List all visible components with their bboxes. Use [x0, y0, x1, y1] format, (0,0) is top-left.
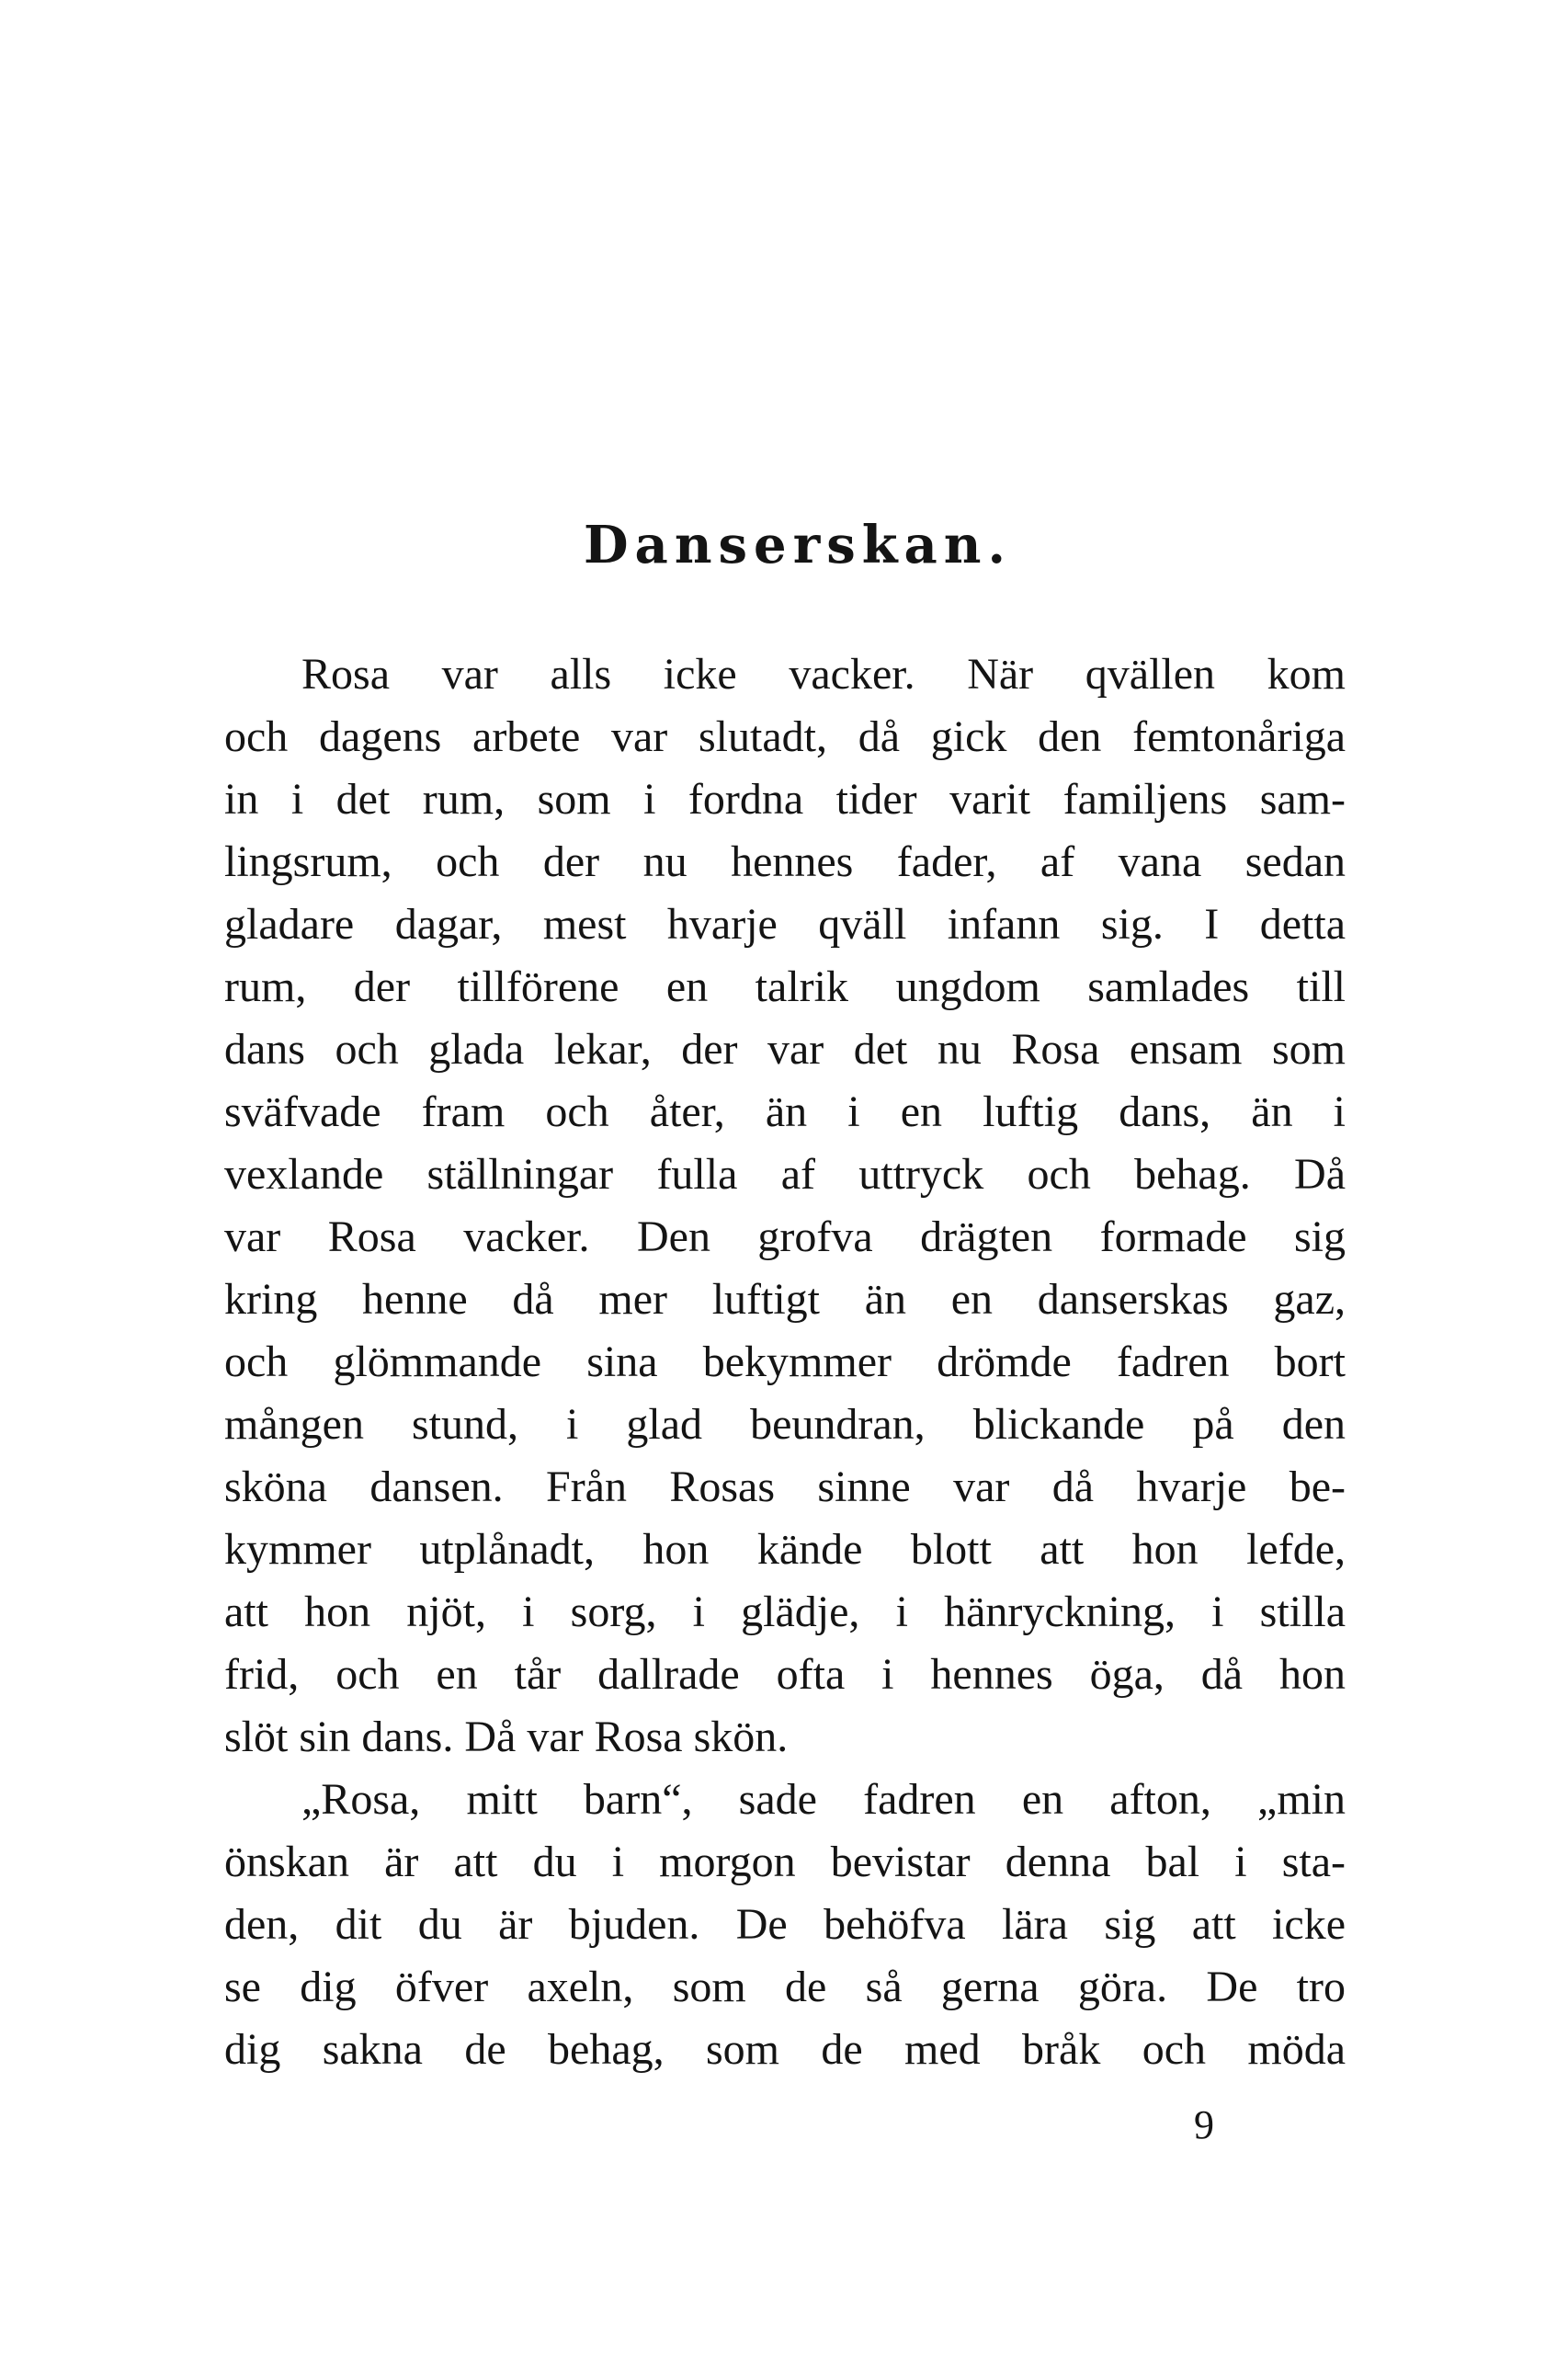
text-line: kring henne då mer luftigt än en danserskas gaz,: [224, 1275, 1346, 1324]
text-line: lingsrum, och der nu hennes fader, af vana sedan: [224, 837, 1346, 886]
text-line: „Rosa, mitt barn“, sade fadren en afton, „min: [301, 1775, 1346, 1824]
text-line: mången stund, i glad beundran, blickande på den: [224, 1400, 1346, 1449]
text-line: slöt sin dans. Då var Rosa skön.: [224, 1713, 789, 1761]
body-text: [224, 643, 1346, 2081]
text-line: var Rosa vacker. Den grofva drägten formade sig: [224, 1212, 1346, 1261]
text-line: vexlande ställningar fulla af uttryck och behag. Då: [224, 1150, 1346, 1199]
text-line: sköna dansen. Från Rosas sinne var då hvarje be-: [224, 1463, 1346, 1511]
text-line: kymmer utplånadt, hon kände blott att hon lefde,: [224, 1525, 1346, 1574]
text-line: Rosa var alls icke vacker. När qvällen kom: [301, 650, 1346, 699]
text-line: sväfvade fram och åter, än i en luftig dans, än i: [224, 1087, 1346, 1136]
text-line: dig sakna de behag, som de med bråk och möda: [224, 2025, 1346, 2074]
text-line: den, dit du är bjuden. De behöfva lära sig att icke: [224, 1900, 1346, 1949]
chapter-title: Danserskan.: [583, 515, 1013, 575]
text-line: dans och glada lekar, der var det nu Rosa ensam som: [224, 1025, 1346, 1074]
text-line: och dagens arbete var slutadt, då gick den femtonåriga: [224, 712, 1346, 761]
text-line: frid, och en tår dallrade ofta i hennes öga, då hon: [224, 1650, 1346, 1699]
text-line: se dig öfver axeln, som de så gerna göra. De tro: [224, 1963, 1346, 2011]
page-number: 9: [1194, 2102, 1214, 2147]
text-line: in i det rum, som i fordna tider varit familjens sam-: [224, 775, 1346, 824]
text-line: önskan är att du i morgon bevistar denna bal i sta-: [224, 1838, 1346, 1886]
text-line: rum, der tillförene en talrik ungdom samlades till: [224, 962, 1346, 1011]
text-line: att hon njöt, i sorg, i glädje, i hänryckning, i stilla: [224, 1588, 1346, 1636]
text-line: gladare dagar, mest hvarje qväll infann sig. I detta: [224, 900, 1346, 949]
text-line: och glömmande sina bekymmer drömde fadren bort: [224, 1337, 1346, 1386]
